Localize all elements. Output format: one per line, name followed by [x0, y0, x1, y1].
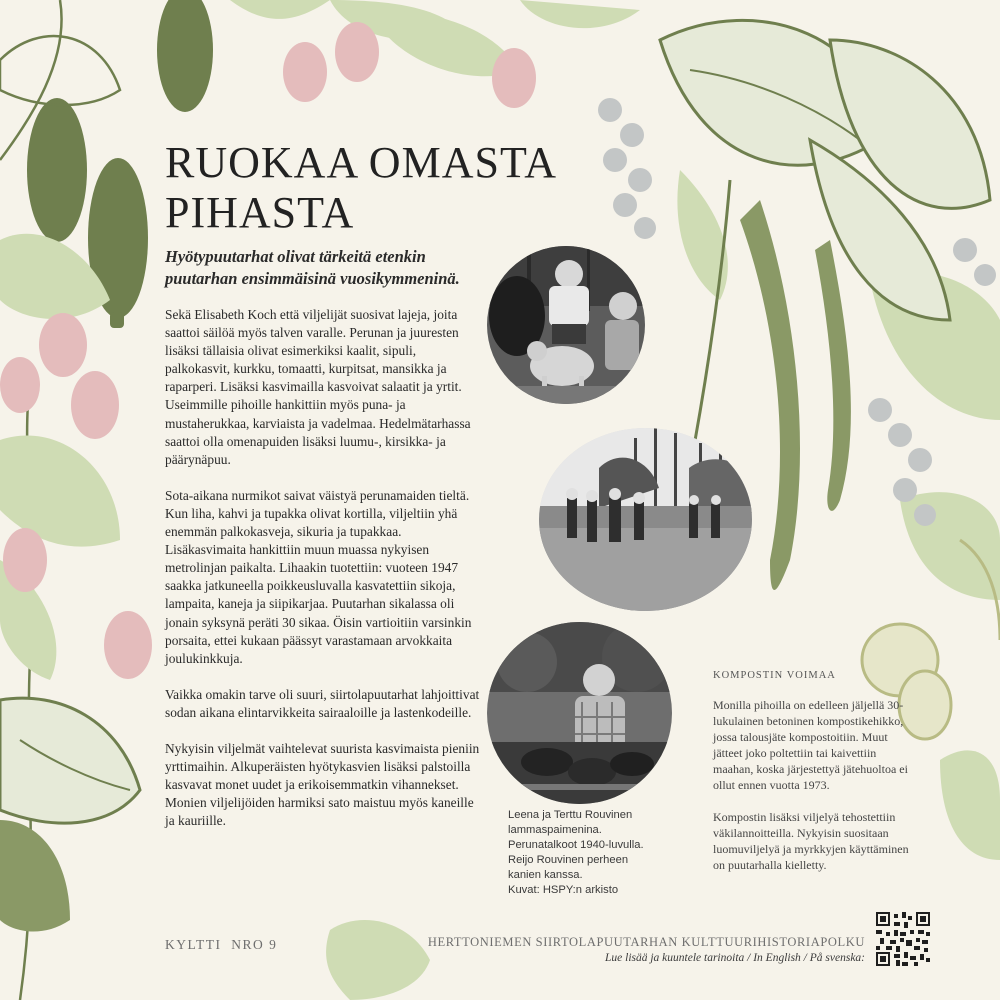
- paragraph: Nykyisin viljelmät vaihtelevat suurista kasvimaista pieniin yrttimaihin. Alkuperäisten hyötykasvien lisäksi palstoilla kasvavat monet uudet ja erikoisemmatkin vihannekset. Monien viljelijöiden harmiksi sato maistuu myös kaneille ja kauriille.: [165, 740, 480, 829]
- caption-line: Perunatalkoot 1940-luvulla.: [508, 839, 644, 851]
- qr-code-icon[interactable]: [876, 912, 930, 966]
- read-more-text: Lue lisää ja kuuntele tarinoita / In English / På svenska:: [605, 952, 865, 964]
- compost-sidebar: [713, 670, 913, 889]
- sidebar-heading: KOMPOSTIN VOIMAA: [713, 670, 836, 681]
- sidebar-paragraph: Monilla pihoilla on edelleen jäljellä 30-lukulainen betoninen kompostikehikko, jossa talousjäte kompostoitiin. Muut jätteet joko poltettiin tai kaivettiin maahan, koska järjestettyä jätehuoltoa ei ollut ennen vuotta 1973.: [713, 698, 908, 792]
- sidebar-paragraph: Kompostin lisäksi viljelyä tehostettiin väkilannoitteilla. Nykyisin suositaan luomuviljelyä ja myrkkyjen käyttäminen on puutarhalla kielletty.: [713, 810, 909, 872]
- leaf-icon: [0, 698, 140, 931]
- paragraph: Sota-aikana nurmikot saivat väistyä perunamaiden tieltä. Kun liha, kahvi ja tupakka olivat kortilla, viljeltiin yhä enemmän palkokasveja, sikuria ja tupakkaa. Lisäkasvimaita hankittiin muun muassa nykyisen metrolinjan paikalta. Lihaakin tuotettiin: vuoteen 1947 saakka jatkuneella poikkeusluvalla kasvatettiin sikoja, lampaita, kaneja ja siipikarjaa. Puutarhan sikalassa oli jonain syksynä peräti 30 sikaa. Öisin vartioitiin varsinkin porsaita, ettei kukaan päässyt varastamaan arvokkaita joulukinkkuja.: [165, 487, 472, 666]
- photo-sheep: [487, 246, 645, 404]
- body-text: [165, 306, 483, 848]
- photo-potato-harvest: [539, 428, 752, 611]
- leaf-icon: [326, 920, 430, 1000]
- sign-number: KYLTTI NRO 9: [165, 937, 278, 952]
- page-title: [165, 138, 557, 238]
- title-line-1: RUOKAA OMASTA: [165, 138, 558, 187]
- photo-rabbits: [487, 622, 672, 804]
- paragraph: Sekä Elisabeth Koch että viljelijät suosivat lajeja, joita saattoi säilöä myös talven varalle. Perunan ja juuresten lisäksi tällaisia olivat esimerkiksi kaalit, sipuli, palkokasvit, kurkku, tomaatti, kurpitsat, mansikka ja raparperi. Lisäksi kasvimailla kasvoivat salaatit ja yrtit. Useimmille pihoille hankittiin myös puna- ja mustaherukkaa, karviaista ja vadelmaa. Hedelmätarhassa saattoi olla omenapuiden lisäksi luumu-, kirsikka- ja päärynäpuu.: [165, 307, 471, 467]
- subtitle: Hyötypuutarhat olivat tärkeitä etenkin puutarhan ensimmäisinä vuosikymmeninä.: [165, 247, 460, 288]
- paragraph: Vaikka omakin tarve oli suuri, siirtolapuutarhat lahjoittivat sodan aikana elintarvikkeita sairaaloille ja lastenkodeille.: [165, 686, 480, 720]
- caption-line: Reijo Rouvinen perheen: [508, 854, 629, 866]
- footer: [428, 935, 865, 964]
- route-title: HERTTONIEMEN SIIRTOLAPUUTARHAN KULTTUURIHISTORIAPOLKU: [427, 935, 865, 949]
- caption-line: Leena ja Terttu Rouvinen: [508, 809, 633, 821]
- photo-caption: [508, 808, 688, 898]
- caption-line: Kuvat: HSPY:n arkisto: [508, 884, 619, 896]
- title-line-2: PIHASTA: [165, 188, 355, 237]
- caption-line: kanien kanssa.: [508, 869, 583, 881]
- caption-line: lammaspaimenina.: [508, 824, 602, 836]
